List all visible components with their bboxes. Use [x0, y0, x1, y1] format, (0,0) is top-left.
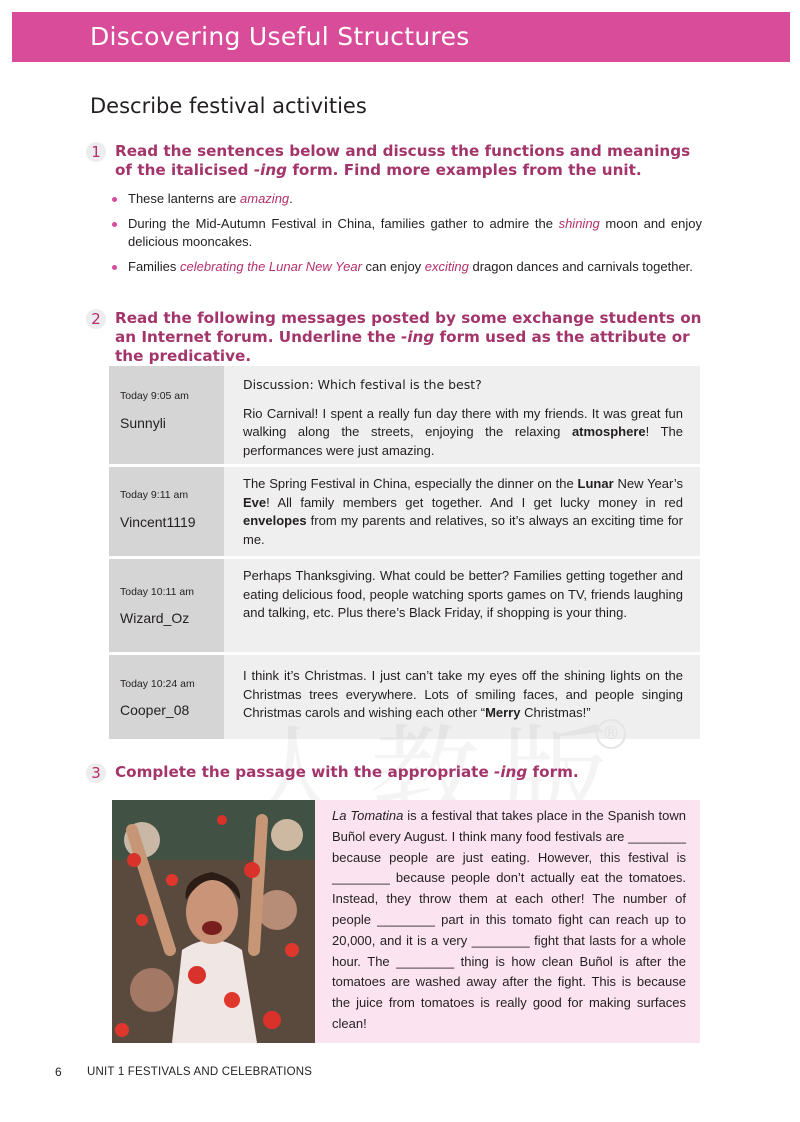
post-username: Sunnyli: [120, 415, 166, 431]
registered-mark: ®: [596, 719, 626, 749]
post-timestamp: Today 10:11 am: [120, 586, 194, 598]
forum-post: [109, 467, 700, 556]
list-item: These lanterns are amazing.: [110, 190, 702, 209]
post-content: Perhaps Thanksgiving. What could be better? Families getting together and eating delicious food, people watching sports games on TV, friends laughing and talking, etc. Plus there’s Black Friday, if shopping is your thing.: [224, 559, 700, 652]
bullet-icon: [112, 197, 117, 202]
bullet-icon: [112, 222, 117, 227]
tomatina-photo: [112, 800, 315, 1043]
forum-post: [109, 559, 700, 652]
list-item: During the Mid-Autumn Festival in China, families gather to admire the shining moon and enjoy delicious mooncakes.: [110, 215, 702, 252]
task-instruction: Read the following messages posted by some exchange students on an Internet forum. Underline the -ing form used as the attribute or the predicative.: [115, 309, 702, 365]
post-meta: [109, 366, 224, 464]
post-content: Discussion: Which festival is the best? Rio Carnival! I spent a really fun day there with my friends. It was great fun walking along the streets, enjoying the relaxing atmosphere! The performances were just amazing.: [224, 366, 700, 464]
post-timestamp: Today 9:05 am: [120, 390, 189, 402]
post-content: I think it’s Christmas. I just can’t take my eyes off the shining lights on the Christmas trees everywhere. Lots of smiling faces, and people singing Christmas carols and wishing each other “Merry Christmas!”: [224, 655, 700, 739]
post-username: Wizard_Oz: [120, 610, 190, 626]
header-bar: [12, 12, 790, 62]
post-timestamp: Today 9:11 am: [120, 489, 189, 501]
tomato-festival-image: [112, 800, 315, 1043]
post-username: Cooper_08: [120, 702, 190, 718]
post-content: The Spring Festival in China, especially the dinner on the Lunar New Year’s Eve! All family members get together. And I get lucky money in red envelopes from my parents and relatives, so it’s always an exciting time for me.: [224, 467, 700, 556]
task-number: 1: [86, 142, 106, 162]
task-3: [86, 763, 706, 782]
passage-title: La Tomatina: [332, 808, 404, 823]
post-timestamp: Today 10:24 am: [120, 678, 195, 690]
task-number: 2: [86, 309, 106, 329]
post-meta: [109, 559, 224, 652]
page-number: 6: [55, 1065, 62, 1079]
task-1: [86, 142, 706, 180]
fill-in-passage: [315, 800, 700, 1043]
task-number: 3: [86, 763, 106, 783]
post-username: Vincent1119: [120, 514, 196, 530]
passage-text: La Tomatina is a festival that takes place in the Spanish town Buñol every August. I think many food festivals are ________ because people are just eating. However, this festival is ________ because people don’t actually eat the tomatoes. Instead, they throw them at each other! The number of people ________ part in this tomato fight can reach up to 20,000, and it is a very ________ fight that lasts for a whole hour. The ________ thing is how clean Buñol is after the tomatoes are washed away after the fight. This is because the juice from tomatoes is really good for making surfaces clean!: [332, 808, 686, 1031]
section-title: Describe festival activities: [90, 94, 367, 118]
discussion-heading: Discussion: Which festival is the best?: [243, 377, 482, 392]
task-instruction: Read the sentences below and discuss the functions and meanings of the italicised -ing form. Find more examples from the unit.: [115, 142, 691, 179]
example-sentence-list: [110, 190, 702, 282]
page-title: Discovering Useful Structures: [90, 22, 470, 51]
task-2: [86, 309, 706, 366]
bullet-icon: [112, 265, 117, 270]
post-meta: [109, 655, 224, 739]
task-instruction: Complete the passage with the appropriate -ing form.: [115, 763, 579, 781]
post-meta: [109, 467, 224, 556]
forum-thread: [109, 366, 700, 742]
list-item: Families celebrating the Lunar New Year can enjoy exciting dragon dances and carnivals together.: [110, 258, 702, 277]
forum-post: [109, 366, 700, 464]
unit-title: UNIT 1 FESTIVALS AND CELEBRATIONS: [87, 1066, 313, 1078]
